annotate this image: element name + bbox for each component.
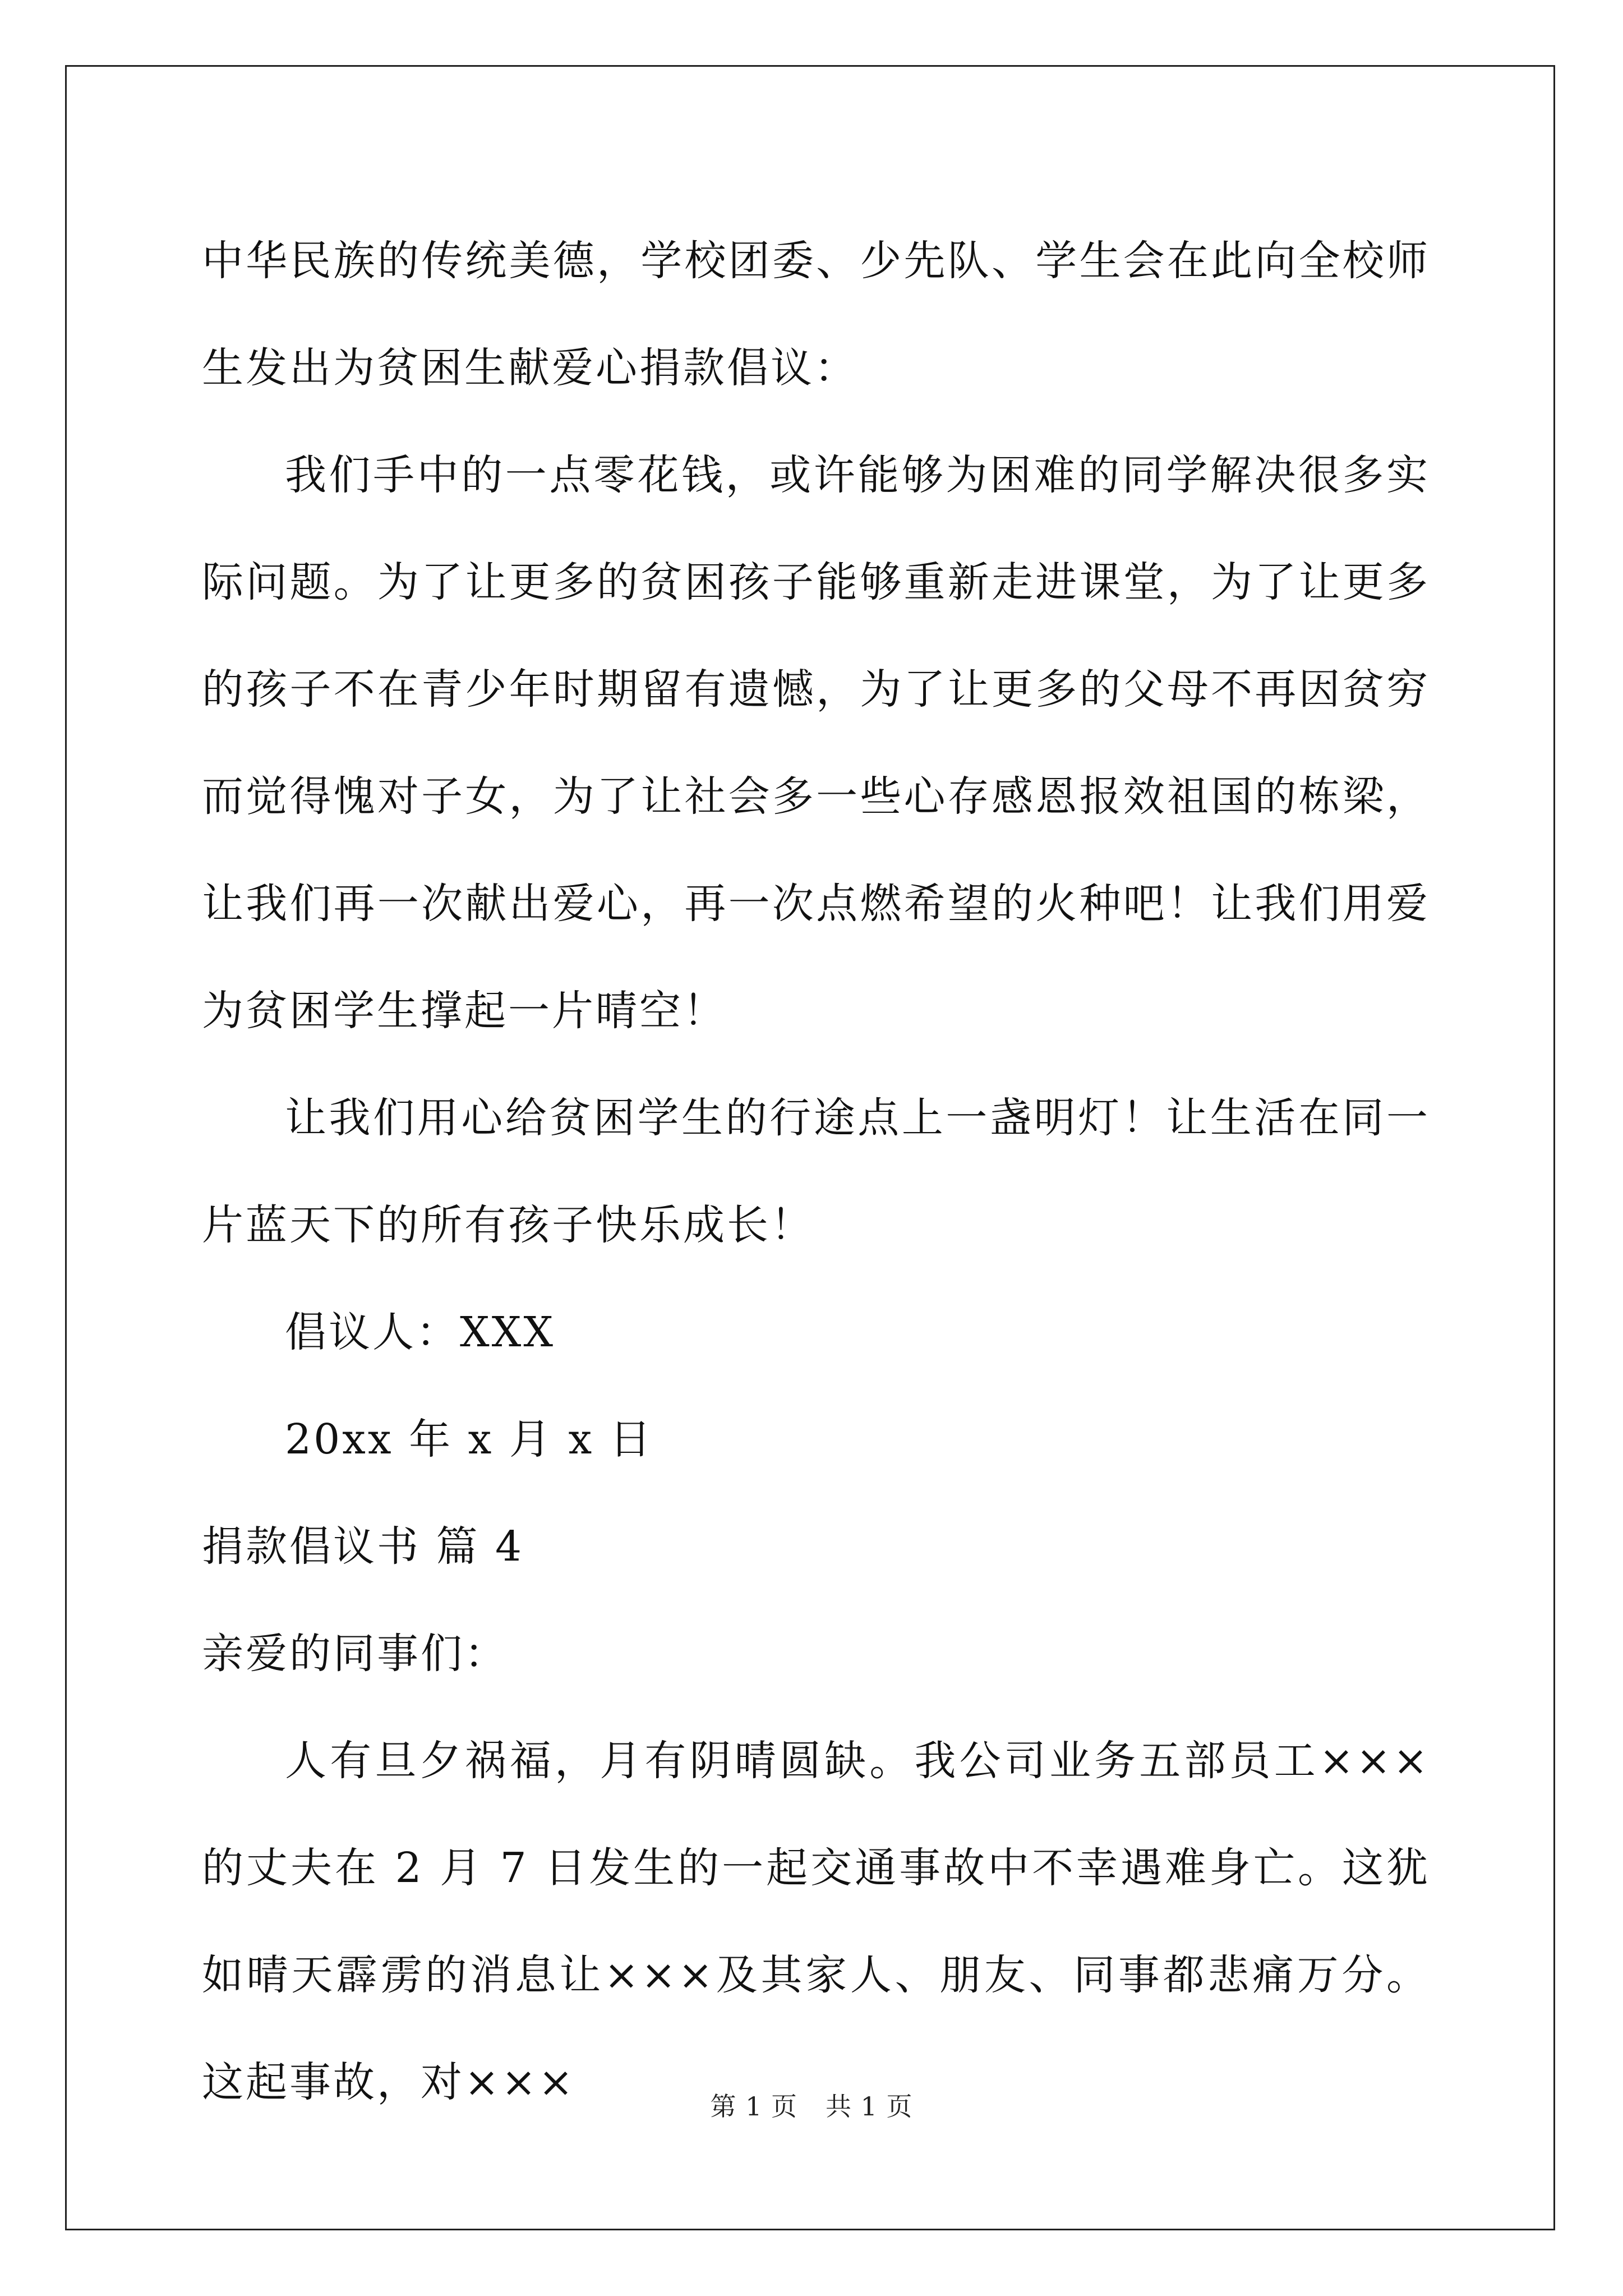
paragraph-appeal: 我们手中的一点零花钱，或许能够为困难的同学解决很多实际问题。为了让更多的贫困孩子能够重新走进课堂，为了让更多的孩子不在青少年时期留有遗憾，为了让更多的父母不再因贫穷而觉得愧对子女，为了让社会多一些心存感恩报效祖国的栋梁，让我们再一次献出爱心，再一次点燃希望的火种吧！让我们用爱为贫困学生撑起一片晴空！ bbox=[202, 451, 1430, 1035]
salutation: 亲爱的同事们： bbox=[202, 1630, 508, 1678]
paragraph-incident: 人有旦夕祸福，月有阴晴圆缺。我公司业务五部员工×××的丈夫在 2 月 7 日发生的一起交通事故中不幸遇难身亡。这犹如晴天霹雳的消息让×××及其家人、朋友、同事都悲痛万分。这起事故，对××× bbox=[202, 1737, 1430, 2106]
section-title: 捐款倡议书 篇 4 bbox=[202, 1522, 524, 1571]
signature-date: 20xx 年 x 月 x 日 bbox=[285, 1415, 653, 1464]
paragraph-intro: 中华民族的传统美德，学校团委、少先队、学生会在此向全校师生发出为贫困生献爱心捐款倡议： bbox=[202, 237, 1430, 392]
paragraph-closing: 让我们用心给贫困学生的行途点上一盏明灯！让生活在同一片蓝天下的所有孩子快乐成长！ bbox=[202, 1094, 1430, 1249]
signature-initiator: 倡议人：XXX bbox=[285, 1308, 556, 1356]
page-footer bbox=[0, 2090, 1623, 2123]
document-body bbox=[202, 208, 1430, 2136]
page-number-current: 第 1 页 bbox=[710, 2091, 797, 2122]
page-number-total: 共 1 页 bbox=[826, 2091, 913, 2122]
